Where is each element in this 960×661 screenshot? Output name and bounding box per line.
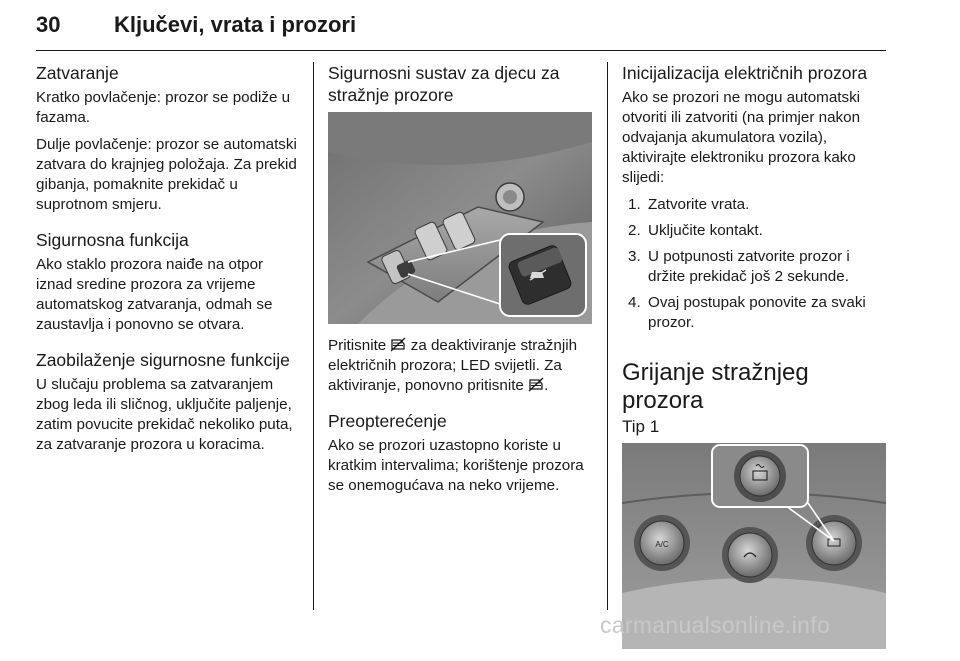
paragraph-override: U slučaju problema sa zatvaranjem zbog leda ili sličnog, uključite paljenje, zatim povucite prekidač nekoliko puta, za zatvaranje prozora u koracima.: [36, 376, 293, 453]
list-item: 3. U potpunosti zatvorite prozor i držite prekidač još 2 sekunde.: [628, 248, 850, 285]
heading-child-safety: Sigurnosni sustav za djecu za stražnje prozore: [328, 63, 560, 105]
page-number: 30: [36, 12, 61, 37]
heading-safety: Sigurnosna funkcija: [36, 230, 189, 250]
window-lock-icon: [528, 377, 544, 392]
paragraph-overload: Ako se prozori uzastopno koriste u kratkim intervalima; korištenje prozora se onemogućava na neko vrijeme.: [328, 437, 584, 494]
watermark: carmanualsonline.info: [600, 612, 831, 638]
door-switch-figure: [328, 112, 592, 324]
heading-overload: Preopterećenje: [328, 411, 447, 431]
child-lock-text-a: Pritisnite: [328, 337, 387, 354]
header-rule: [36, 50, 886, 51]
window-lock-icon: [390, 337, 406, 352]
paragraph-initialization: Ako se prozori ne mogu automatski otvoriti ili zatvoriti (na primjer nakon odvajanja akumulatora vozila), aktivirajte elektroniku prozora kako slijedi:: [622, 89, 861, 186]
column-2: [328, 62, 592, 503]
heading-override: Zaobilaženje sigurnosne funkcije: [36, 350, 290, 370]
subheading-type: Tip 1: [622, 417, 660, 436]
paragraph-long-pull: Dulje povlačenje: prozor se automatski zatvara do krajnjeg položaja. Za prekid gibanja, pomaknite prekidač u suprotnom smjeru.: [36, 136, 297, 213]
heading-closing: Zatvaranje: [36, 63, 119, 83]
ac-label: A/C: [655, 540, 669, 549]
list-item: 2. Uključite kontakt.: [628, 222, 763, 239]
column-1: [36, 62, 298, 462]
page-header: [36, 12, 886, 50]
column-divider-2: [607, 62, 608, 610]
paragraph-short-pull: Kratko povlačenje: prozor se podiže u fazama.: [36, 89, 291, 126]
column-3: [622, 62, 888, 661]
list-item: 4. Ovaj postupak ponovite za svaki prozor.: [628, 294, 866, 331]
column-divider-1: [313, 62, 314, 610]
list-item: 1. Zatvorite vrata.: [628, 196, 750, 213]
paragraph-child-lock: [328, 336, 592, 396]
steps-list: [622, 195, 888, 333]
child-lock-text-c: .: [544, 377, 549, 394]
paragraph-safety: Ako staklo prozora naiđe na otpor iznad sredine prozora za vrijeme automatskog zatvaranja, odmah se zaustavlja i ponovno se otvara.: [36, 256, 273, 333]
chapter-title: Ključevi, vrata i prozori: [114, 12, 357, 37]
heading-rear-window-heating: Grijanje stražnjeg prozora: [622, 359, 809, 414]
child-lock-text-b: za deaktiviranje stražnjih električnih prozora; LED svijetli. Za aktiviranje, ponovno pritisnite: [328, 337, 578, 394]
heading-initialization: Inicijalizacija električnih prozora: [622, 63, 868, 83]
